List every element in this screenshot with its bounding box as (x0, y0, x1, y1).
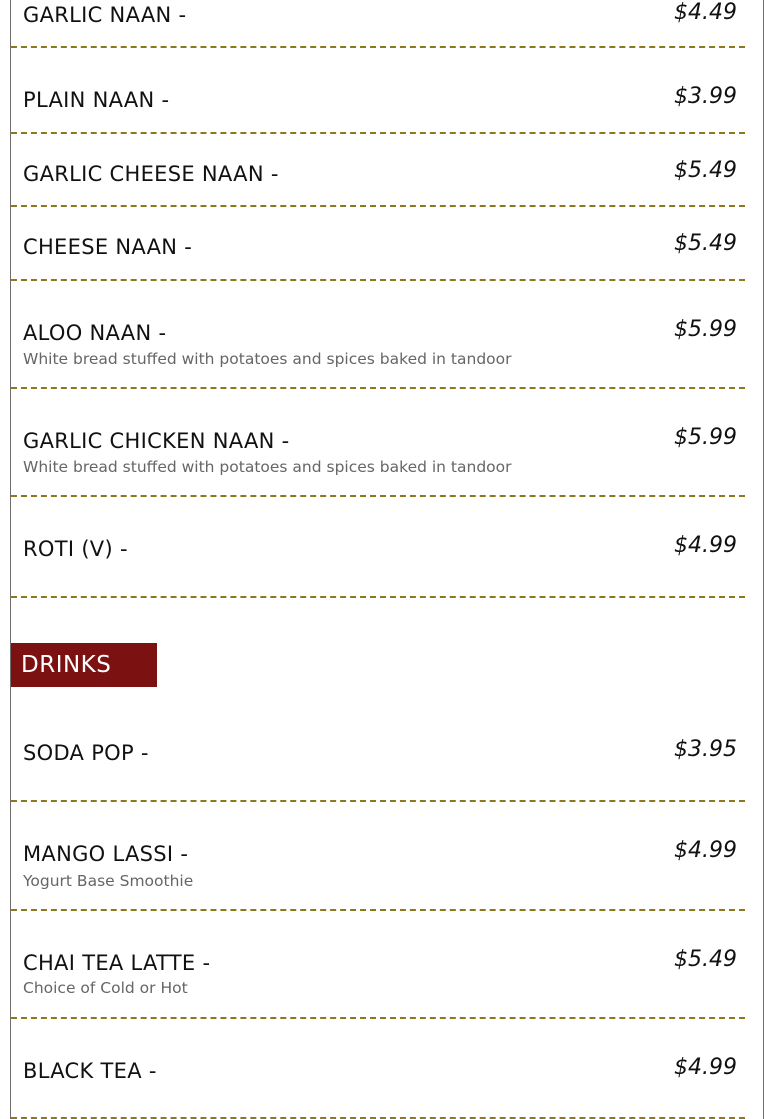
menu-item-price: $4.99 (674, 1055, 737, 1080)
menu-item-chai-tea-latte (11, 911, 745, 1019)
menu-item-price: $4.99 (674, 838, 737, 863)
menu-item-price: $3.99 (674, 84, 737, 109)
menu-item-name: GARLIC NAAN - (23, 3, 187, 27)
menu-item-price: $3.95 (674, 737, 737, 762)
menu-item-price: $5.49 (674, 947, 737, 972)
menu-page (10, 0, 764, 1119)
menu-item-description: White bread stuffed with potatoes and spices baked in tandoor (23, 350, 512, 368)
menu-item-name: ALOO NAAN - (23, 321, 167, 345)
menu-item-soda-pop (11, 705, 745, 802)
menu-item-price: $4.99 (674, 533, 737, 558)
menu-item-price: $5.99 (674, 425, 737, 450)
menu-item-garlic-cheese-naan (11, 134, 745, 207)
menu-item-mango-lassi (11, 802, 745, 911)
menu-item-description: White bread stuffed with potatoes and spices baked in tandoor (23, 458, 512, 476)
menu-item-name: SODA POP - (23, 741, 149, 765)
menu-item-description: Yogurt Base Smoothie (23, 872, 194, 890)
menu-item-price: $5.99 (674, 317, 737, 342)
menu-item-name: MANGO LASSI - (23, 842, 189, 866)
menu-item-price: $4.49 (674, 0, 737, 25)
menu-item-name: CHAI TEA LATTE - (23, 951, 211, 975)
menu-item-price: $5.49 (674, 158, 737, 183)
menu-item-roti (11, 497, 745, 598)
menu-item-price: $5.49 (674, 231, 737, 256)
menu-item-cheese-naan (11, 207, 745, 281)
menu-item-black-tea (11, 1019, 745, 1119)
menu-item-plain-naan (11, 48, 745, 134)
menu-item-name: GARLIC CHEESE NAAN - (23, 162, 279, 186)
menu-item-garlic-naan (11, 0, 745, 48)
menu-item-name: GARLIC CHICKEN NAAN - (23, 429, 290, 453)
menu-item-garlic-chicken-naan (11, 389, 745, 497)
menu-item-name: CHEESE NAAN - (23, 235, 193, 259)
menu-item-name: PLAIN NAAN - (23, 88, 170, 112)
menu-item-aloo-naan (11, 281, 745, 389)
menu-item-description: Choice of Cold or Hot (23, 979, 188, 997)
menu-item-name: BLACK TEA - (23, 1059, 157, 1083)
menu-item-name: ROTI (V) - (23, 537, 128, 561)
section-header-drinks: DRINKS (11, 643, 157, 687)
